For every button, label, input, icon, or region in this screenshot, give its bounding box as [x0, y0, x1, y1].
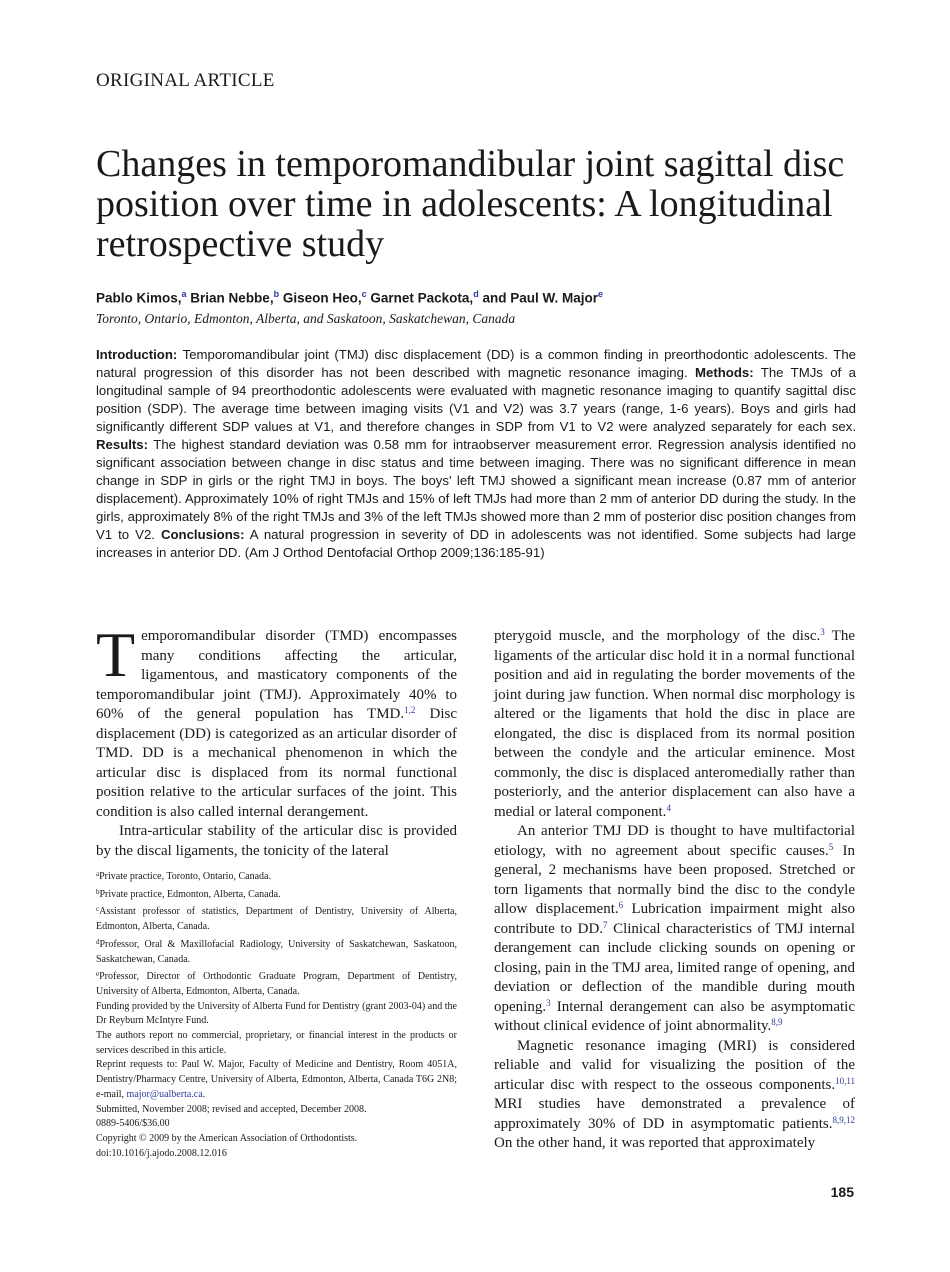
footnote-mark: d [96, 937, 100, 946]
abstract-text: The TMJs of a longitudinal sample of 94 preorthodontic adolescents were evaluated with magnetic resonance imaging to quantify sagittal disc position (SDP). The average time between imaging visits (V1 and V2) was 3.7 years (range, 1-6 years). Boys and girls had significantly different SDP values at V1, and therefore changes in SDP from V1 to V2 were analyzed separately for each sex. [96, 365, 857, 434]
citation-link[interactable]: 3 [820, 627, 825, 637]
issn-note: 0889-5406/$36.00 [96, 1118, 170, 1130]
body-text: The ligaments of the articular disc hold it in a normal functional position and aid in regulating the border movements of the joint during jaw function. When normal disc morphology is altered or the ligaments that hold the disc in place are elongated, the disc is displaced from its normal position between the condyle and the articular eminence. Most commonly, the disc is displaced anteromedially rather than posteriorly, and the anterior displacement can also have a medial or lateral component. [494, 628, 855, 820]
citation-link[interactable]: 4 [666, 802, 671, 813]
citation-link[interactable]: 10,11 [835, 1075, 855, 1086]
abstract-text: A natural progression in severity of DD in adolescents was not identified. Some subjects had large increases in anterior DD. (Am J Orthod Dentofacial Orthop 2009;136:185-91) [96, 527, 856, 560]
email-link[interactable]: major@ualberta.ca [126, 1088, 203, 1100]
author-name: Garnet Packota, [370, 290, 474, 306]
footnote [96, 867, 457, 885]
body-text: Magnetic resonance imaging (MRI) is considered reliable and valid for visualizing the position of the articular disc with respect to the osseous components. [494, 1037, 855, 1093]
submission-note: Submitted, November 2008; revised and accepted, December 2008. [96, 1103, 367, 1115]
body-paragraph [494, 1037, 855, 1154]
citation-link[interactable]: 8,9,12 [832, 1114, 855, 1125]
funding-note: Funding provided by the University of Alberta Fund for Dentistry (grant 2003-04) and the Dr Reyburn McIntyre Fund. [96, 1000, 457, 1027]
body-paragraph [96, 619, 458, 822]
footnote-text: Assistant professor of statistics, Department of Dentistry, University of Alberta, Edmonton, Alberta, Canada. [96, 906, 457, 933]
author-name: and Paul W. Major [482, 290, 598, 306]
abstract [96, 346, 856, 562]
affiliation-mark[interactable]: b [273, 289, 280, 299]
body-text: An anterior TMJ DD is thought to have multifactorial etiology, with no agreement about specific causes. [494, 823, 855, 859]
footnote [96, 967, 457, 999]
footnotes [96, 867, 457, 1161]
footnote [96, 935, 457, 967]
footnote-mark: b [96, 887, 100, 896]
footnote-mark: e [96, 970, 100, 979]
affiliation-mark[interactable]: e [597, 289, 603, 299]
section-label: ORIGINAL ARTICLE [96, 70, 275, 91]
citation-link[interactable]: 1,2 [404, 705, 416, 715]
author-name: Brian Nebbe, [190, 290, 274, 306]
body-text: On the other hand, it was reported that approximately [494, 1135, 816, 1151]
reprint-text: Reprint requests to: Paul W. Major, Faculty of Medicine and Dentistry, Room 4051A, Dentistry/Pharmacy Centre, University of Alberta, Edmonton, Alberta, Canada T6G 2N8; e-mail, [96, 1059, 457, 1100]
footnote-text: Private practice, Edmonton, Alberta, Canada. [99, 888, 281, 900]
body-column-left [96, 619, 458, 861]
body-text: emporomandibular disorder (TMD) encompasses many conditions affecting the articular, ligamentous, and masticatory components of the temporomandibular joint (TMJ). Approximately 40% to 60% of the general population has TMD. [96, 628, 457, 722]
body-paragraph [494, 627, 855, 822]
author-list [96, 289, 603, 306]
footnote-mark: a [96, 870, 100, 878]
body-column-right [494, 627, 855, 1154]
footnote-mark: c [96, 905, 100, 914]
abstract-label: Methods: [695, 365, 754, 380]
body-text: Internal derangement can also be asymptomatic without clinical evidence of joint abnormality. [494, 998, 855, 1034]
affiliation-mark[interactable]: d [473, 289, 479, 299]
body-text: Disc displacement (DD) is categorized as an articular disorder of TMD. DD is a mechanical phenomenon in which the articular disc is displaced from its normal functional position relative to the articular surfaces of the joint. This condition is also called internal derangement. [96, 706, 458, 820]
footnote [96, 902, 457, 934]
citation-link[interactable]: 5 [828, 841, 834, 852]
footnote [96, 885, 457, 903]
copyright-note: Copyright © 2009 by the American Association of Orthodontists. [96, 1132, 358, 1144]
citation-link[interactable]: 7 [603, 919, 608, 930]
reprint-end: . [202, 1088, 206, 1100]
citation-link[interactable]: 8,9 [771, 1017, 783, 1027]
affiliation-mark[interactable]: a [181, 289, 187, 299]
body-text: Lubrication impairment might also contribute to DD. [494, 901, 856, 937]
footnote-text: Professor, Oral & Maxillofacial Radiology, University of Saskatchewan, Saskatoon, Saskatchewan, Canada. [96, 938, 457, 965]
abstract-label: Introduction: [96, 347, 178, 362]
abstract-text: Temporomandibular joint (TMJ) disc displacement (DD) is a common finding in preorthodontic adolescents. The natural progression of this disorder has not been described with magnetic resonance imaging. [96, 347, 856, 380]
author-affiliations: Toronto, Ontario, Edmonton, Alberta, and Saskatoon, Saskatchewan, Canada [96, 311, 516, 326]
drop-cap: T [96, 619, 136, 690]
abstract-label: Conclusions: [160, 527, 245, 542]
footnote-text: Private practice, Toronto, Ontario, Canada. [99, 871, 271, 882]
page-number: 185 [830, 1184, 854, 1200]
citation-link[interactable]: 3 [546, 997, 551, 1008]
body-text: Clinical characteristics of TMJ internal derangement can include clicking sounds on opening or closing, pain in the TMJ area, limited range of opening, and deviation or deflection of the mandible during mouth opening. [494, 920, 855, 1015]
doi-note[interactable]: doi:10.1016/j.ajodo.2008.12.016 [96, 1147, 227, 1159]
body-paragraph [494, 822, 855, 1037]
body-text: In general, 2 mechanisms have been proposed. Stretched or torn ligaments that normally bind the disc to the condyle allow displacement. [494, 842, 855, 917]
footnote-text: Professor, Director of Orthodontic Graduate Program, Department of Dentistry, University of Alberta, Edmonton, Alberta, Canada. [96, 971, 457, 997]
citation-link[interactable]: 6 [618, 900, 624, 910]
abstract-label: Results: [96, 437, 149, 452]
reprint-note [96, 1058, 457, 1102]
body-text: pterygoid muscle, and the morphology of the disc. [494, 628, 821, 644]
author-name: Giseon Heo, [282, 290, 362, 306]
article-title: Changes in temporomandibular joint sagittal disc position over time in adolescents: A longitudinal retrospective study [96, 143, 845, 265]
body-text: MRI studies have demonstrated a prevalence of approximately 30% of DD in asymptomatic patients. [494, 1096, 855, 1132]
author-name: Pablo Kimos, [96, 290, 182, 306]
abstract-text: The highest standard deviation was 0.58 mm for intraobserver measurement error. Regression analysis identified no significant association between change in disc status and time between imaging. There was no significant difference in mean change in SDP in girls or the right TMJ in boys. The boys' left TMJ showed a significant mean increase (0.87 mm of anterior displacement). Approximately 10% of right TMJs and 15% of left TMJs had more than 2 mm of anterior DD during the study. In the girls, approximately 8% of the right TMJs and 3% of the left TMJs showed more than 2 mm of posterior disc position changes from V1 to V2. [96, 437, 856, 542]
body-paragraph: Intra-articular stability of the articular disc is provided by the discal ligaments, the tonicity of the lateral [96, 823, 457, 859]
affiliation-mark[interactable]: c [361, 289, 367, 299]
interest-note: The authors report no commercial, proprietary, or financial interest in the products or services described in this article. [96, 1030, 457, 1056]
